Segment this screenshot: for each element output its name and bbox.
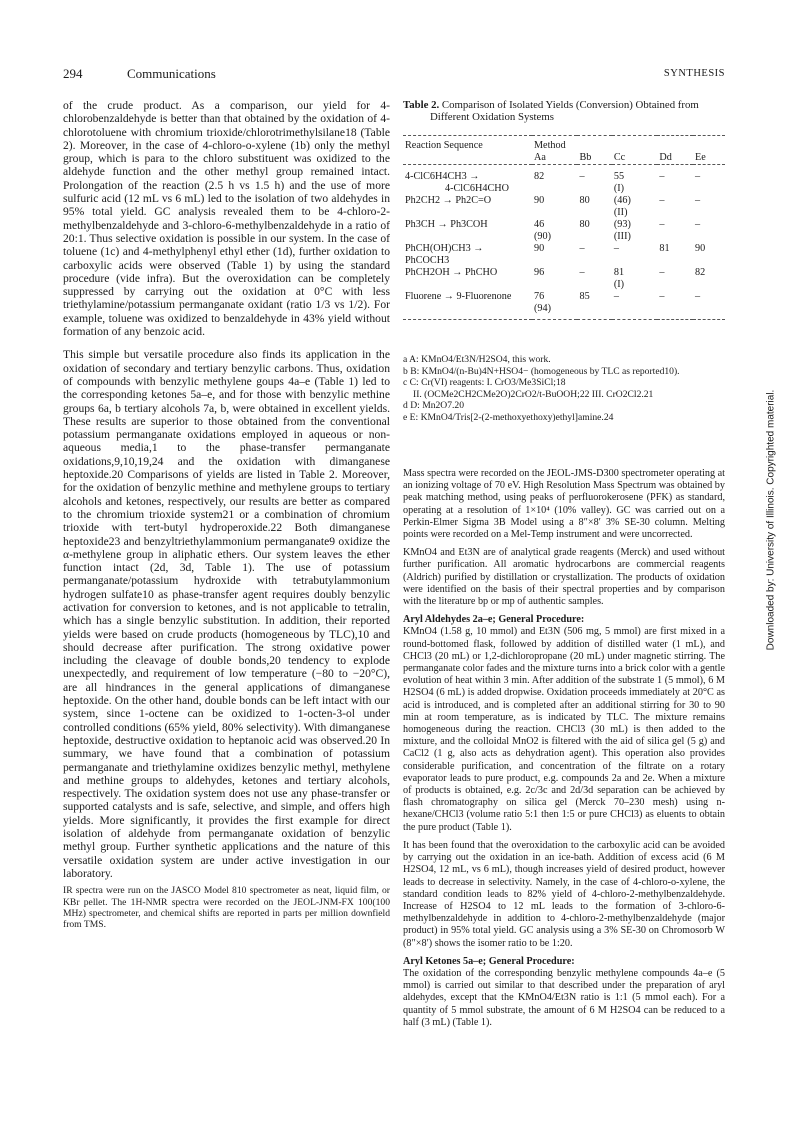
table-title-line2: Different Oxidation Systems xyxy=(430,111,554,123)
right-column xyxy=(403,468,725,1035)
paragraph: KMnO4 and Et3N are of analytical grade reagents (Merck) and used without further purification. All aromatic hydrocarbons are commercial reagents (Aldrich) purified by distillation or crystallization. The products of oxidation were identified on the basis of their spectral properties and by comparison with the literature bp or mp of authentic samples. xyxy=(403,547,725,608)
method-b: Bb xyxy=(577,152,611,165)
section-heading: Aryl Ketones 5a–e; General Procedure: xyxy=(403,955,575,967)
footnote: II. (OCMe2CH2CMe2O)2CrO2/t-BuOOH;22 III. CrO2Cl2.21 xyxy=(413,388,654,400)
table-label: Table 2. xyxy=(403,99,440,111)
section-heading: Aryl Aldehydes 2a–e; General Procedure: xyxy=(403,614,585,626)
journal-name: SYNTHESIS xyxy=(663,68,725,79)
table-row: Ph2CH2 → Ph2C=O 90 80 (46) (II) – – xyxy=(405,195,701,218)
table-row: PhCH(OH)CH3 → PhCOCH3 90 – – 81 90 xyxy=(405,243,706,266)
paragraph: This simple but versatile procedure also finds its application in the oxidation of secondary and tertiary benzylic carbons. Thus, oxidation of compounds with benzylic methylene goups 4a–e (Table 1) led to the corresponding ketones 5a–e, and for those with benzylic methine groups 6a, b tertiary alcohols 7a, b, were obtained in excellent yields. These results are superior to those obtained from the conventional potassium permanganate oxidations employed in aqueous or non-aqueous media,1 to the phase-transfer permanganate oxidations,9,10,19,24 and the oxidation with dimanganese heptoxide.20 Comparisons of yields are listed in Table 2. Moreover, for the oxidation of benzylic methine and methylene groups to tertiary alcohols and ketones, respectively, our results are better as compared to the chromium trioxide system21 or a combination of chromium trioxide with tert-butyl hydroperoxide.22 Both dimanganese heptoxide23 and benzyltriethylammonium permanganate9 oxidize the α-methylene group in aliphatic ethers. Our system leaves the ether function intact (2d, 3d, Table 1). The use of potassium permanganate/potassium hydroxide with tetrabutylammonium hydrogen sulfate10 as phase-transfer agent requires doubly benzylic activation for conversion to ketones, and is not applicable to tetralin, which has a single benzylic substitution. In addition, their reported yields were based on crude products (homogeneous by TLC),10 and should decrease after purification. The strong oxidative power including the cleavage of double bonds,20 tendency to explode unexpectedly, and requirement of low temperature (−80 to −20°C), are all hindrances in the general applications of dimanganese heptoxide. On the other hand, double bonds can be left intact with our system, since 1-octene can be oxidized to 1-octen-3-ol under controlled conditions (65% yield, 80% selectivity). With dimanganese heptoxide, destructive oxidation to heptanoic acid was observed.20 In summary, we have found that a combination of potassium permanganate and triethylamine oxidizes benzylic methyl, methylene and methine groups to aldehydes, ketones and tertiary alcohols, respectively. The oxidation system does not use any phase-transfer or supported catalysts and is safe, selective, and simple, and offers high yields. More significantly, it provides the first example for direct isolation of aldehyde from permanganate oxidation of benzylic methyl group. Further synthetic applications and the nature of this versatile oxidation system are under active investigation in our laboratory. xyxy=(63,348,390,880)
table-title: Comparison of Isolated Yields (Conversion) Obtained from xyxy=(441,99,699,111)
footnote: a A: KMnO4/Et3N/H2SO4, this work. xyxy=(403,354,551,365)
table-row: 4-ClC6H4CH3 → 4-ClC6H4CHO 82 – 55 (I) – – xyxy=(405,171,701,194)
paragraph: KMnO4 (1.58 g, 10 mmol) and Et3N (506 mg, 5 mmol) are first mixed in a round-bottomed flask, followed by addition of distilled water (1 mL), and CHCl3 (20 mL) or 1,2-dichloropropane (20 mL) under magnetic stirring. The permanganate color fades and the mixture turns into a brick color with a gentle evolution of heat within 3 min. After addition of the substrate 1 (5 mmol), 6 M H2SO4 (6 mL) is added dropwise. Oxidation proceeds immediately at 20°C as acid is introduced, and is completed after an additional stirring for 30 to 90 min at room temperature, as is indicated by TLC. The mixture remains homogeneous during the reaction. CHCl3 (30 mL) is then added to the mixture, and the colloidal MnO2 is filtered with the aid of silica gel (5 g) and CaCl2 (1 g, also acts as dehydration agent). This operation also provides considerable purification, and concentration of the filtrate on a rotary evaporator leads to pure product, e.g. compounds 2a and 2e. When a mixture of products is obtained, e.g. 2c/3c and 2d/3d separation can be achieved by flash chromatography on silica gel (Merck 70–230 mesh) using n-hexane/CHCl3 (volume ratio 5:1 then 1:5 or pure CHCl3) as eluents to obtain the pure product (Table 1). xyxy=(403,626,725,833)
method-a: Aa xyxy=(532,152,577,165)
table-row: PhCH2OH → PhCHO 96 – 81 (I) – 82 xyxy=(405,267,706,290)
table-row: Ph3CH → Ph3COH 46 (90) 80 (93) (III) – – xyxy=(405,219,701,242)
footnote: b B: KMnO4/(n-Bu)4N+HSO4− (homogeneous by TLC as reported10). xyxy=(403,365,680,377)
download-watermark xyxy=(762,270,780,770)
table-footnotes xyxy=(403,354,725,424)
page-number: 294 xyxy=(63,66,83,81)
paragraph: Mass spectra were recorded on the JEOL-JMS-D300 spectrometer operating at an ionizing voltage of 70 eV. High Resolution Mass Spectrum was obtained by peak matching method, using peaks of perfluorokerosene (PFK) as standard, operating at a resolution of 1×10⁴ (10% valley). GC was carried out on a Perkin-Elmer Sigma 3B Model using a 8″×8′ 3% SE-30 column. Melting points were recorded on a Mel-Temp instrument and were uncorrected. xyxy=(403,468,725,541)
section-title: Communications xyxy=(127,66,216,81)
footnote: d D: Mn2O7.20 xyxy=(403,400,465,412)
footnote: c C: Cr(VI) reagents: I. CrO3/Me3SiCl;18 xyxy=(403,377,566,389)
method-c: Cc xyxy=(612,152,657,165)
footnote: e E: KMnO4/Tris[2-(2-methoxyethoxy)ethyl]amine.24 xyxy=(403,411,614,423)
paragraph: The oxidation of the corresponding benzylic methylene compounds 4a–e (5 mmol) is carried out similar to that described under the preparation of aryl aldehydes, except that the KMnO4/Et3N ratio is 1:1 (5 mmol each). For a quantity of 5 mmol substrate, the amount of 6 M H2SO4 can be reduced to a half (3 mL) (Table 1). xyxy=(403,967,725,1028)
method-d: Dd xyxy=(657,152,693,165)
table-row: Fluorene → 9-Fluorenone 76 (94) 85 – – – xyxy=(403,291,725,320)
paragraph: of the crude product. As a comparison, our yield for 4-chlorobenzaldehyde is better than that obtained by the oxidation of 4-chlorotoluene with chromium trioxide/chlorotrimethylsilane18 (Table 2). Moreover, in the case of 4-chloro-o-xylene (1b) only the methyl group, which is para to the chloro substituent was oxidized to the aldehyde function and the other methyl group remained intact. Prolongation of the reaction (2.5 h vs 1.5 h) and the use of more sulfuric acid (12 mL vs 6 mL) led to the isolation of two aldehydes in 95% total yield. GC analysis revealed them to be 4-chloro-2-methylbenzaldehyde and 3-chloro-6-methylbenzaldehyde in a ratio of 20:1. Thus selective oxidation is possible in our system. In the case of toluene (1c) and 4-methylphenyl ethyl ether (1d), further oxidation to carboxylic acids were observed (Table 1) by using the standard procedure (vide infra). But the overoxidation can be completely suppressed by carrying out the oxidation at 0°C with less triethylamine/potassium permanganate oxidant (ratio 1/3 vs 1/2). For example, toluene was oxidized to benzaldehyde in 43% yield without formation of any benzoic acid. xyxy=(63,99,390,339)
experimental-note: IR spectra were run on the JASCO Model 810 spectrometer as neat, liquid film, or KBr pellet. The 1H-NMR spectra were recorded on the JEOL-JNM-FX 100(100 MHz) spectrometer, and chemical shifts are reported in parts per million downfield from TMS. xyxy=(63,885,390,931)
table-caption xyxy=(403,99,725,123)
col-header-method: Method xyxy=(532,136,725,153)
left-column xyxy=(63,99,390,931)
watermark-text: Downloaded by: University of Illinois. Copyrighted material. xyxy=(765,389,777,651)
paragraph: It has been found that the overoxidation to the carboxylic acid can be avoided by carrying out the oxidation in an ice-bath. Addition of excess acid (6 M H2SO4, 12 mL, vs 6 mL), though increases yield of desired product, however leads to decrease in selectivity. Namely, in the case of 4-chloro-o-xylene, the standard condition leads to 82% yield of 4-chloro-2-methylbenzaldehyde. Increase of H2SO4 to 12 mL leads to the formation of 3-chloro-6-methylbenzaldehyde in addition to 4-chloro-2-methylbenzaldehyde (major product) in 95% total yield. GC analysis using a 3% SE-30 on Chromosorb W (8″×8′) shows the isomer ratio to be 1:20. xyxy=(403,839,725,949)
col-header-reaction: Reaction Sequence xyxy=(403,136,532,153)
comparison-table xyxy=(403,135,725,320)
method-e: Ee xyxy=(693,152,725,165)
